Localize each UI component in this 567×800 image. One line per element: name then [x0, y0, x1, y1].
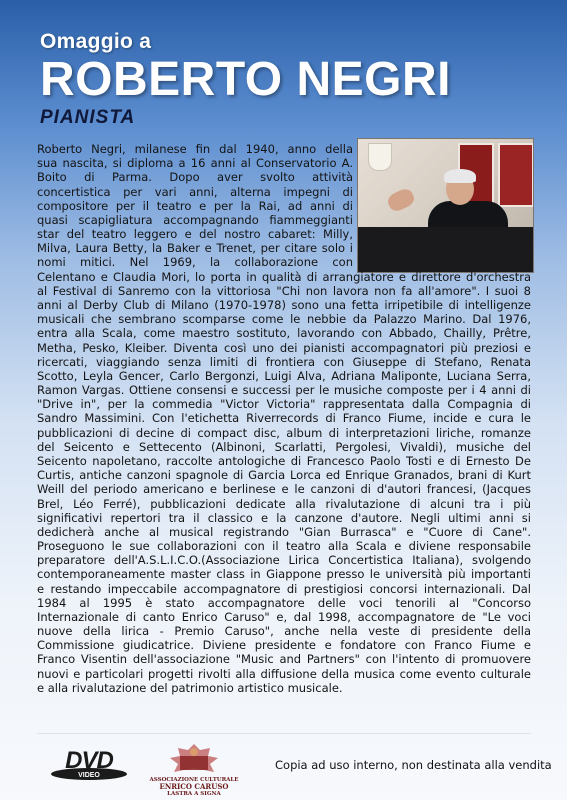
bio-line: Metha, Pesko, Kleiber. Diventa così uno dei pianisti accompagnatori più preziosi e	[37, 340, 531, 355]
footer-note: Copia ad uso interno, non destinata alla vendita	[275, 758, 552, 772]
bio-line: ricercati, viaggiando senza limiti di frontiera con Giuseppe di Stefano, Renata	[37, 354, 531, 369]
caruso-logo-line2: ENRICO CARUSO	[159, 782, 229, 791]
bio-line: e restando impeccabile accompagnatore di prestigiosi concorsi internazionali. Dal	[37, 581, 531, 596]
bio-line: Brel, Léo Ferré), pubblicazioni dedicate alla rivalutazione di alcuni tra i più	[37, 496, 531, 511]
bio-line: compositore per il teatro e per la Rai, ad anni di	[37, 198, 353, 213]
bio-line: entra alla Scala, come maestro sostituto, lavorando con Abbado, Chailly, Prêtre,	[37, 326, 531, 341]
bio-line: Weill del periodo americano e berlinese e le canzoni di d'autori francesi, (Jacques	[37, 482, 531, 497]
main-title: ROBERTO NEGRI	[40, 53, 451, 106]
bio-line: Celentano e Claudia Mori, lo porta in qualità di arrangiatore e direttore d'orchestra	[37, 269, 531, 284]
bio-line: nuove della lirica - Premio Caruso", anche nella veste di presidente della	[37, 624, 531, 639]
bio-line: Milva, Laura Betty, la Baker e Trenet, per citare solo i	[37, 241, 353, 256]
bio-line: Internazionale di canto Enrico Caruso" e, dal 1998, accompagnatore de "Le voci	[37, 609, 531, 624]
dvd-logo-text: DVD	[65, 747, 113, 774]
bio-line: Roberto Negri, milanese fin dal 1940, anno della	[37, 142, 353, 156]
bio-line: Franco Visentin dell'associazione "Music and Partners" con l'intento di promuovere	[37, 652, 531, 667]
bio-line: al Festival di Sanremo con la vittoriosa "Chi non lavora non fa all'amore". I suoi 8	[37, 283, 531, 298]
bio-line: Commissione giudicatrice. Diviene presidente e fondatore con Franco Fiume e	[37, 638, 531, 653]
caruso-logo-line3: LASTRA A SIGNA	[167, 791, 221, 797]
bio-line: preparatore dell'A.S.L.I.C.O.(Associazione Lirica Concertistica Italiana), svolgendo	[37, 553, 531, 568]
caruso-logo-line1: ASSOCIAZIONE CULTURALE	[149, 777, 239, 783]
footer-divider	[37, 733, 531, 734]
bio-line: Ramon Vargas. Ottiene consensi e successi per le musiche composte per i 4 anni di	[37, 383, 531, 398]
bio-line: pubblicazioni di decine di compact disc, album di interpretazioni liriche, romanze	[37, 425, 531, 440]
bio-line: quasi scapigliatura accompagnando fiammeggianti	[37, 212, 353, 227]
bio-line: Proseguono le sue collaborazioni con il teatro alla Scala e diviene responsabile	[37, 539, 531, 554]
bio-line: e alla rivalutazione del patrimonio artistico musicale.	[37, 680, 343, 695]
caruso-logo-text	[148, 777, 240, 797]
bio-line: nuovi e particolari progetti rivolti alla diffusione della musica come evento culturale	[37, 666, 531, 681]
bio-line: musicali che sembrano scomparse come le nebbie da Palazzo Marino. Dal 1976,	[37, 312, 531, 327]
dvd-logo-subtext: VIDEO	[78, 772, 100, 779]
bio-line: star del teatro leggero e del nostro cabaret: Milly,	[37, 227, 353, 242]
bio-line: Boito di Parma. Dopo aver svolto attività	[37, 170, 353, 185]
subtitle: PIANISTA	[40, 107, 136, 128]
bio-line: Curtis, antiche canzoni spagnole di Garcia Lorca ed Enrique Granados, brani di Kurt	[37, 468, 531, 483]
bio-line: Seicento napoletano, raccolte antologiche di Francesco Paolo Tosti e di Ernesto De	[37, 453, 531, 468]
bio-line: del Seicento e Settecento (Albinoni, Scarlatti, Pergolesi, Vivaldi), musiche del	[37, 439, 531, 454]
bio-line: "Drive in", per la commedia "Victor Victoria" rappresentata dalla Compagnia di	[37, 397, 531, 412]
bio-line: contemporaneamente master class in Giappone presso le università più importanti	[37, 567, 531, 582]
dvd-video-logo	[48, 744, 130, 788]
bio-line: Scotto, Leyla Gencer, Carlo Bergonzi, Luigi Alva, Adriana Maliponte, Luciana Serra,	[37, 368, 531, 383]
pre-title: Omaggio a	[40, 30, 152, 53]
bio-line: dedicherà anche al musical registrando "Gian Burrasca" e "Cuore di Cane".	[37, 524, 531, 539]
bio-line: nomi mitici. Nel 1969, la collaborazione con	[37, 255, 353, 270]
bio-line: 1984 al 1995 è stato accompagnatore delle voci tenorili al "Concorso	[37, 595, 531, 610]
bio-line: significativi repertori tra il classico e la canzone d'autore. Negli ultimi anni si	[37, 510, 531, 525]
bio-line: anni al Derby Club di Milano (1970-1978) sono una fetta irripetibile di intelligenze	[37, 297, 531, 312]
bio-line: concertistica per vari anni, alterna impegni di	[37, 184, 353, 199]
bio-line: Sandro Massimini. Con l'etichetta Riverrecords di Franco Fiume, incide e cura le	[37, 411, 531, 426]
bio-line: sua nascita, si diploma a 16 anni al Conservatorio A.	[37, 156, 353, 171]
